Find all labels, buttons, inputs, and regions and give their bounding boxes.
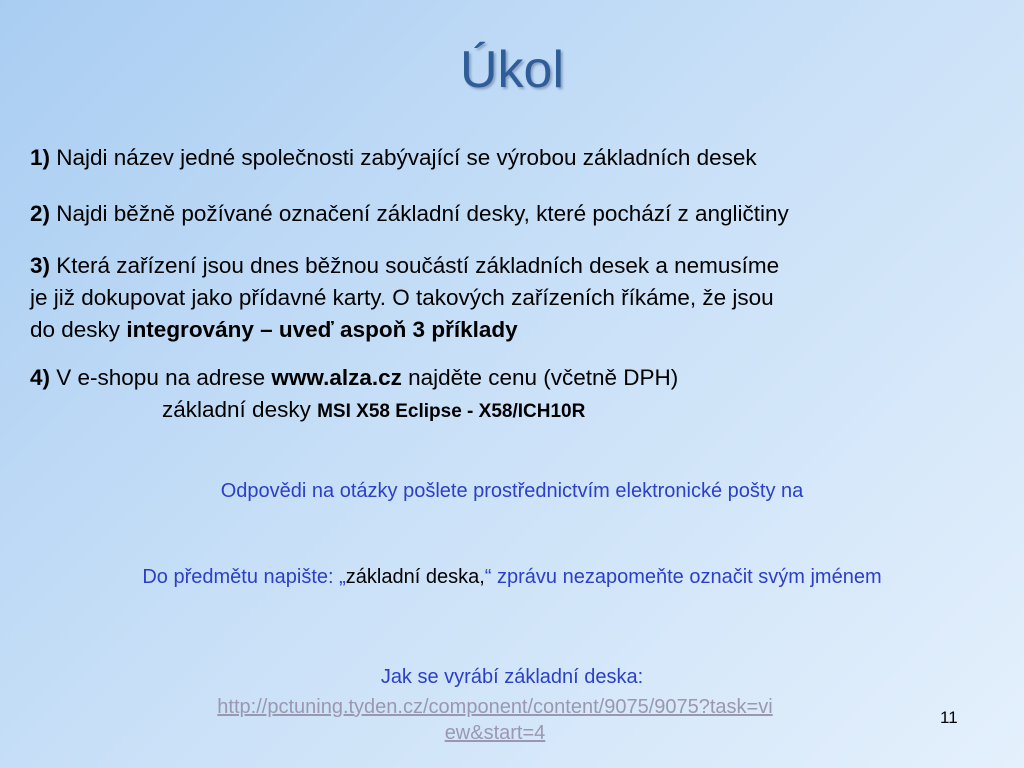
task-3-line-3: do desky <box>30 317 127 342</box>
howto-link-line-1[interactable]: http://pctuning.tyden.cz/component/content/9075/9075?task=vi <box>217 696 773 718</box>
subject-prefix: Do předmětu napište: „ <box>142 566 346 588</box>
slide-title: Úkol <box>459 41 565 99</box>
task-1-number: 1) <box>30 145 51 170</box>
page-number: 11 <box>940 708 958 727</box>
task-4-text-before: V e-shopu na adrese <box>50 365 272 390</box>
task-4-site: www.alza.cz <box>271 365 402 390</box>
howto-label: Jak se vyrábí základní deska: <box>380 666 644 688</box>
subject-instruction <box>0 566 1024 589</box>
subject-suffix: “ zprávu nezapomeňte označit svým jménem <box>484 566 882 588</box>
task-3-line-2: je již dokupovat jako přídavné karty. O takových zařízeních říkáme, že jsou <box>30 285 774 310</box>
howto-link[interactable] <box>130 694 860 746</box>
howto-link-line-2[interactable]: ew&start=4 <box>444 722 546 744</box>
task-3-number: 3) <box>30 253 51 278</box>
task-1-text: Najdi název jedné společnosti zabývající se výrobou základních desek <box>50 145 757 170</box>
task-2-text: Najdi běžně požívané označení základní desky, které pochází z angličtiny <box>50 201 789 226</box>
task-4-product: MSI X58 Eclipse - X58/ICH10R <box>317 401 586 422</box>
task-2-number: 2) <box>30 201 51 226</box>
task-3 <box>30 250 779 346</box>
task-4-number: 4) <box>30 365 51 390</box>
task-4 <box>30 362 678 428</box>
task-4-line-2: základní desky <box>162 397 318 422</box>
task-4-text-after: najděte cenu (včetně DPH) <box>401 365 679 390</box>
task-3-emphasis: integrovány – uveď aspoň 3 příklady <box>126 317 518 342</box>
task-1 <box>30 142 757 174</box>
task-3-line-1: Která zařízení jsou dnes běžnou součástí základních desek a nemusíme <box>50 253 780 278</box>
answers-instruction: Odpovědi na otázky pošlete prostřednictvím elektronické pošty na <box>220 480 804 502</box>
task-2 <box>30 198 789 230</box>
subject-value: základní deska, <box>345 566 485 588</box>
